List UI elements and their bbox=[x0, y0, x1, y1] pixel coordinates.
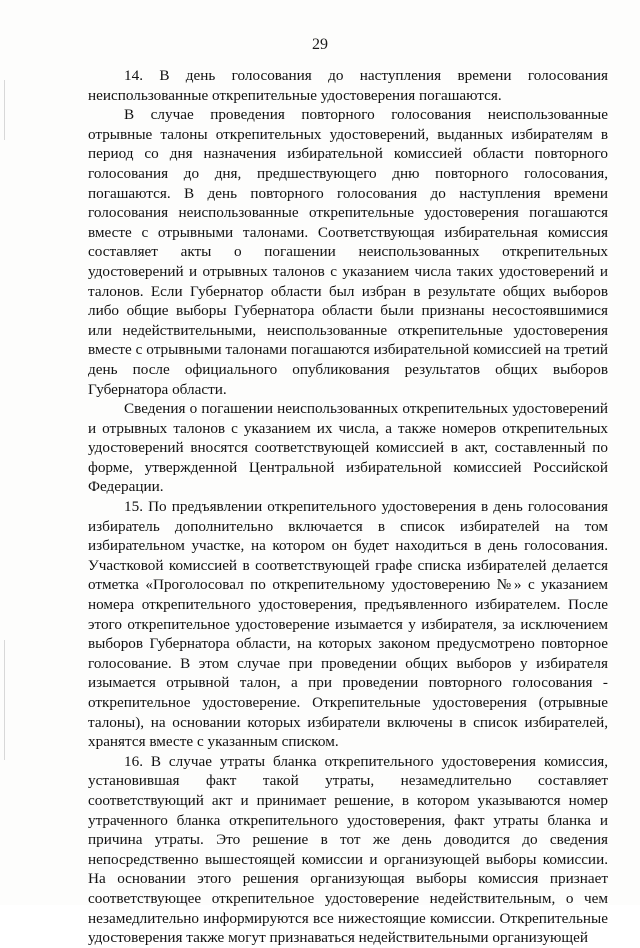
paragraph-15: 15. По предъявлении открепительного удостоверения в день голосования избиратель дополнительно включается в список избирателей на том избирательном участке, на котором он будет находиться в день голосования. Участковой комиссией в соответствующей графе списка избирателей делается отметка «Проголосовал по открепительному удостоверению №» с указанием номера открепительного удостоверения, предъявленного избирателем. После этого открепительное удостоверение изымается у избирателя, за исключением выборов Губернатора области, на которых законом предусмотрено повторное голосование. В этом случае при проведении общих выборов у избирателя изымается отрывной талон, а при проведении повторного голосования - открепительное удостоверение. Открепительные удостоверения (отрывные талоны), на основании которых избиратели включены в список избирателей, хранятся вместе с указанным списком. bbox=[88, 498, 608, 751]
paragraph-repeat-voting: В случае проведения повторного голосования неиспользованные отрывные талоны открепительных удостоверений, выданных избирателям в период со дня назначения избирательной комиссией области повторного голосования до дня, предшествующего дню повторного голосования, погашаются. В день повторного голосования до наступления времени голосования неиспользованные открепительные удостоверения погашаются вместе с отрывными талонами. Соответствующая избирательная комиссия составляет акты о погашении неиспользованных открепительных удостоверений и отрывных талонов с указанием числа таких удостоверений и талонов. Если Губернатор области был избран в результате общих выборов либо общие выборы Губернатора области были признаны несостоявшимися или недействительными, неиспользованные открепительные удостоверения вместе с отрывными талонами погашаются избирательной комиссией на третий день после официального опубликования результатов общих выборов Губернатора области. bbox=[88, 106, 608, 398]
scan-edge-mark bbox=[4, 640, 5, 760]
document-body bbox=[88, 66, 608, 948]
scan-edge-mark bbox=[4, 80, 5, 140]
paragraph-cancellation-info: Сведения о погашении неиспользованных открепительных удостоверений и отрывных талонов с указанием их числа, а также номеров открепительных удостоверений вносятся соответствующей комиссией в акт, составленный по форме, утвержденной Центральной избирательной комиссией Российской Федерации. bbox=[88, 400, 608, 496]
page-number: 29 bbox=[312, 36, 328, 53]
paragraph-16: 16. В случае утраты бланка открепительного удостоверения комиссия, установившая факт такой утраты, незамедлительно составляет соответствующий акт и принимает решение, в котором указываются номер утраченного бланка открепительного удостоверения, факт утраты бланка и причина утраты. Это решение в тот же день доводится до сведения непосредственно вышестоящей комиссии и организующей выборы комиссии. На основании этого решения организующая выборы комиссия признает соответствующее открепительное удостоверение недействительным, о чем незамедлительно информируются все нижестоящие комиссии. Открепительные удостоверения также могут признаваться недействительными организующей bbox=[88, 752, 608, 947]
paragraph-14: 14. В день голосования до наступления времени голосования неиспользованные открепительные удостоверения погашаются. bbox=[88, 67, 608, 104]
